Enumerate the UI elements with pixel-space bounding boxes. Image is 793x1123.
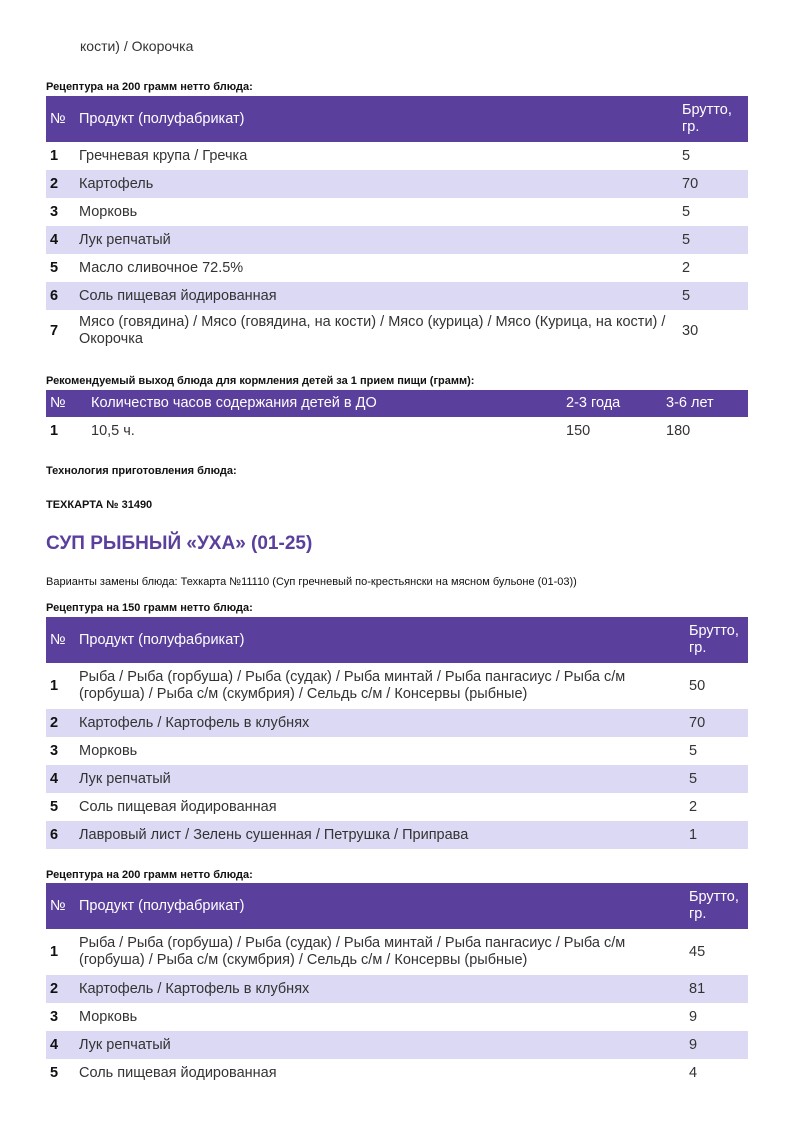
row-brutto: 9 [685,1031,748,1059]
row-brutto: 81 [685,975,748,1003]
header-product: Продукт (полуфабрикат) [75,617,685,663]
row-number: 4 [46,1031,75,1059]
table-row [46,310,748,352]
row-number: 2 [46,975,75,1003]
header-hours: Количество часов содержания детей в ДО [87,390,562,417]
header-age-3-6: 3-6 лет [662,390,748,417]
row-brutto: 5 [685,765,748,793]
row-number: 3 [50,742,59,759]
table-row [46,793,748,821]
header-product: Продукт (полуфабрикат) [75,96,678,142]
row-product: Лавровый лист / Зелень сушенная / Петрушка / Приправа [75,821,685,849]
row-brutto: 50 [689,677,706,694]
row-product: Картофель / Картофель в клубнях [75,709,685,737]
table-row [46,821,748,849]
row-product: Лук репчатый [75,1031,685,1059]
row-number: 1 [50,147,59,164]
table-row [46,1003,748,1031]
header-brutto: Брутто, гр. [685,883,748,929]
row-product: Морковь [79,1008,138,1025]
header-number: № [46,390,87,417]
row-number: 6 [46,821,75,849]
row-number: 2 [46,709,75,737]
table-row [46,975,748,1003]
row-brutto: 2 [689,798,698,815]
header-number: № [46,96,75,142]
header-brutto: Брутто, гр. [678,96,748,142]
row-brutto: 4 [689,1064,698,1081]
row-brutto: 30 [682,322,699,339]
table-row [46,1031,748,1059]
row-number: 5 [50,798,59,815]
row-product: Масло сливочное 72.5% [79,259,244,276]
row-product: Соль пищевая йодированная [79,1064,277,1081]
table-row [46,170,748,198]
table-row [46,765,748,793]
recipe1-caption: Рецептура на 200 грамм нетто блюда: [46,81,253,93]
table-row [46,142,748,170]
table-row [46,663,748,709]
row-product: Рыба / Рыба (горбуша) / Рыба (судак) / Рыба минтай / Рыба пангасиус / Рыба с/м (горбуша) / Рыба с/м (скумбрия) / Сельдь с/м / Консервы (рыбные) [79,935,626,968]
row-number: 4 [46,226,75,254]
row-number: 1 [50,943,59,960]
table-row [46,929,748,975]
header-product: Продукт (полуфабрикат) [75,883,685,929]
row-product: Соль пищевая йодированная [79,798,277,815]
recipe2-caption: Рецептура на 150 грамм нетто блюда: [46,602,253,614]
table-row [46,1059,748,1087]
table-row [46,254,748,282]
row-brutto: 2 [682,259,691,276]
techcard-label: ТЕХКАРТА № 31490 [46,499,153,511]
table-row [46,282,748,310]
row-product: Рыба / Рыба (горбуша) / Рыба (судак) / Рыба минтай / Рыба пангасиус / Рыба с/м (горбуша) / Рыба с/м (скумбрия) / Сельдь с/м / Консервы (рыбные) [79,669,626,702]
row-number: 3 [50,1008,59,1025]
row-brutto: 5 [689,742,698,759]
dish-title: СУП РЫБНЫЙ «УХА» (01-25) [46,533,313,554]
yield-table [46,390,748,445]
row-number: 3 [50,203,59,220]
row-product: Мясо (говядина) / Мясо (говядина, на кости) / Мясо (курица) / Мясо (Курица, на кости) / Окорочка [79,314,666,347]
row-product: Лук репчатый [75,226,678,254]
recipe2-table [46,617,748,849]
row-number: 2 [46,170,75,198]
row-product: Морковь [79,203,138,220]
row-product: Картофель [75,170,678,198]
row-number: 4 [46,765,75,793]
row-brutto: 70 [685,709,748,737]
header-number: № [46,883,75,929]
row-age-2-3: 150 [566,422,591,439]
row-product: Гречневая крупа / Гречка [79,147,248,164]
row-number: 5 [50,259,59,276]
recipe1-table [46,96,748,352]
header-number: № [46,617,75,663]
table-row [46,737,748,765]
replacement-text: Варианты замены блюда: Техкарта №11110 (Суп гречневый по-крестьянски на мясном бульоне (01-03)) [46,576,577,588]
table-row [46,709,748,737]
row-number: 5 [50,1064,59,1081]
technology-label: Технология приготовления блюда: [46,465,237,477]
row-brutto: 9 [689,1008,698,1025]
header-age-2-3: 2-3 года [562,390,662,417]
table-row [46,226,748,254]
row-brutto: 45 [689,943,706,960]
row-hours: 10,5 ч. [91,422,135,439]
row-age-3-6: 180 [666,422,691,439]
header-brutto: Брутто, гр. [685,617,748,663]
yield-caption: Рекомендуемый выход блюда для кормления детей за 1 прием пищи (грамм): [46,375,475,387]
row-brutto: 5 [682,147,691,164]
table-row [46,198,748,226]
row-product: Морковь [79,742,138,759]
recipe3-caption: Рецептура на 200 грамм нетто блюда: [46,869,253,881]
row-brutto: 5 [682,203,691,220]
row-product: Лук репчатый [75,765,685,793]
row-number: 1 [50,677,59,694]
table-row [46,417,748,445]
row-brutto: 70 [678,170,748,198]
row-number: 1 [50,422,59,439]
row-brutto: 5 [678,282,748,310]
row-number: 7 [50,322,59,339]
row-brutto: 1 [685,821,748,849]
continuation-text: кости) / Окорочка [80,38,194,54]
row-brutto: 5 [678,226,748,254]
row-product: Картофель / Картофель в клубнях [75,975,685,1003]
recipe3-table [46,883,748,1087]
row-product: Соль пищевая йодированная [75,282,678,310]
row-number: 6 [46,282,75,310]
